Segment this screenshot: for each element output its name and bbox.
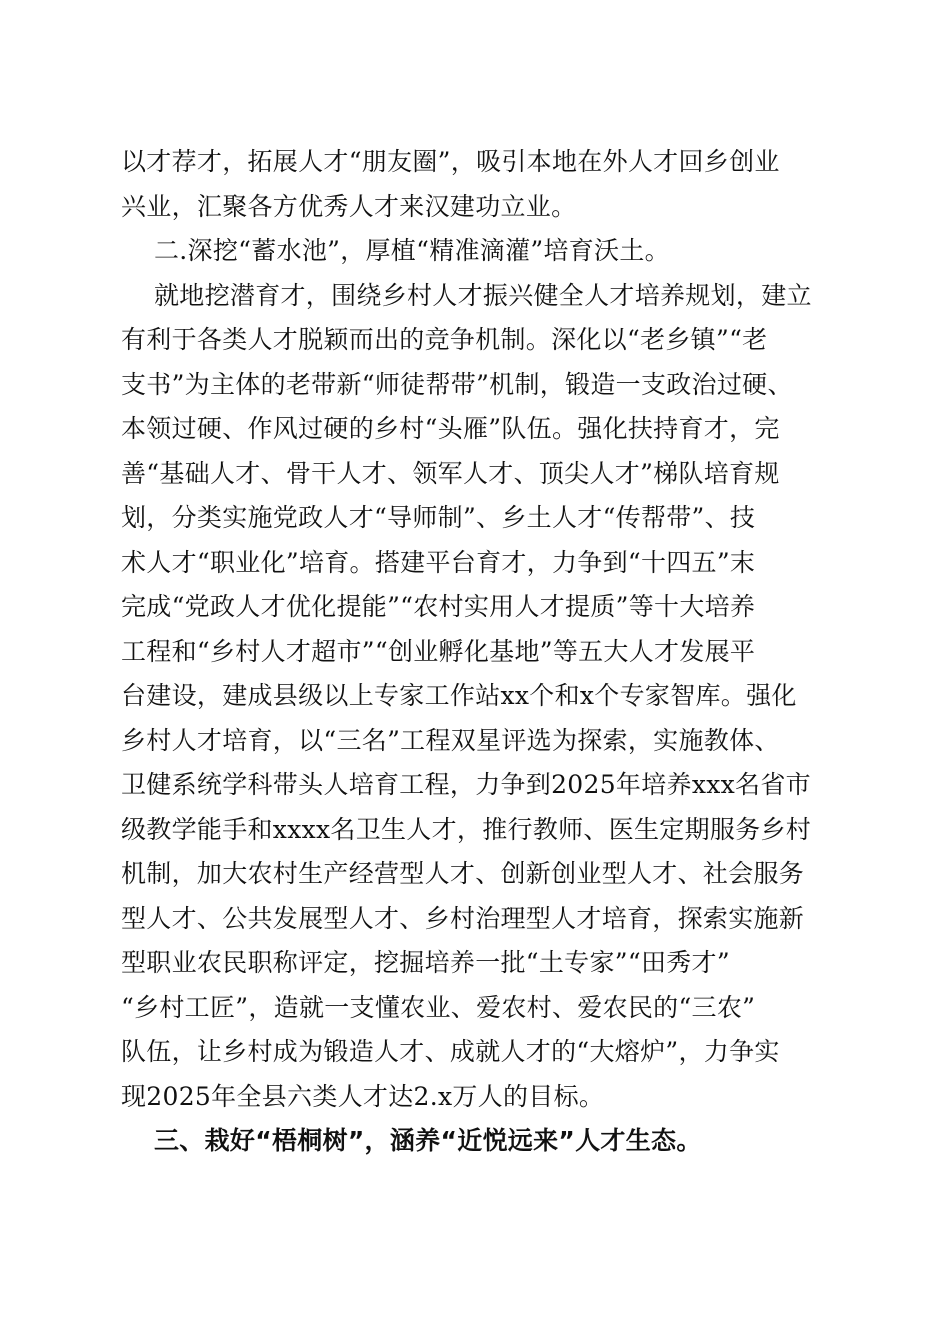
paragraph-line: 完成“党政人才优化提能”“农村实用人才提质”等十大培养: [121, 592, 756, 621]
paragraph-line: 本领过硬、作风过硬的乡村“头雁”队伍。强化扶持育才，完: [121, 414, 780, 443]
paragraph-line: 级教学能手和xxxx名卫生人才，推行教师、医生定期服务乡村: [121, 815, 812, 844]
paragraph-line: 划，分类实施党政人才“导师制”、乡土人才“传帮带”、技: [121, 503, 756, 532]
paragraph-line: 有利于各类人才脱颖而出的竞争机制。深化以“老乡镇”“老: [121, 325, 768, 354]
paragraph-line: 队伍，让乡村成为锻造人才、成就人才的“大熔炉”，力争实: [121, 1037, 780, 1066]
paragraph-line: 型人才、公共发展型人才、乡村治理型人才培育，探索实施新: [121, 904, 805, 933]
paragraph-line: “乡村工匠”，造就一支懂农业、爱农村、爱农民的“三农”: [121, 993, 756, 1022]
paragraph-line: 善“基础人才、骨干人才、领军人才、顶尖人才”梯队培育规: [121, 459, 780, 488]
paragraph-line: 乡村人才培育，以“三名”工程双星评选为探索，实施教体、: [121, 726, 780, 755]
paragraph-line: 机制，加大农村生产经营型人才、创新创业型人才、社会服务: [121, 859, 805, 888]
paragraph-line: 就地挖潜育才，围绕乡村人才振兴健全人才培养规划，建立: [154, 281, 812, 310]
section-heading-3: 三、栽好“梧桐树”，涵养“近悦远来”人才生态。: [154, 1126, 702, 1155]
section-heading-2: 二.深挖“蓄水池”，厚植“精准滴灌”培育沃土。: [154, 236, 670, 265]
paragraph-line: 兴业，汇聚各方优秀人才来汉建功立业。: [121, 192, 577, 221]
paragraph-line: 支书”为主体的老带新“师徒帮带”机制，锻造一支政治过硬、: [121, 370, 793, 399]
paragraph-line: 台建设，建成县级以上专家工作站xx个和x个专家智库。强化: [121, 681, 797, 710]
paragraph-line: 型职业农民职称评定，挖掘培养一批“土专家”“田秀才”: [121, 948, 730, 977]
paragraph-line: 以才荐才，拓展人才“朋友圈”，吸引本地在外人才回乡创业: [121, 147, 780, 176]
paragraph-line: 术人才“职业化”培育。搭建平台育才，力争到“十四五”末: [121, 548, 756, 577]
paragraph-line: 卫健系统学科带头人培育工程，力争到2025年培养xxx名省市: [121, 770, 811, 799]
paragraph-line: 工程和“乡村人才超市”“创业孵化基地”等五大人才发展平: [121, 637, 756, 666]
paragraph-line: 现2025年全县六类人才达2.x万人的目标。: [121, 1082, 605, 1111]
